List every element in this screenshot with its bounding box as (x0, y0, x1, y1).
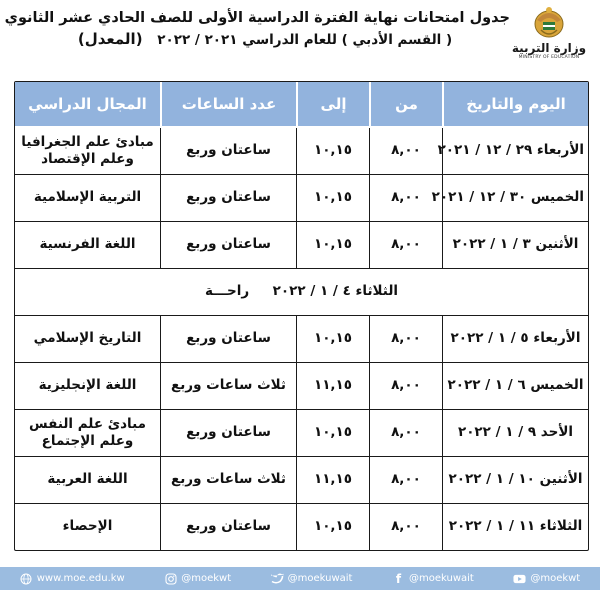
footer-twitter[interactable] (271, 572, 353, 585)
emblem-icon (529, 4, 569, 40)
cell-day: الثلاثاء ١١ / ١ / ٢٠٢٢ (442, 503, 588, 550)
cell-to: ١٠,١٥ (296, 221, 369, 268)
footer-youtube-text: @moekwt (530, 573, 581, 584)
youtube-icon (513, 572, 526, 585)
globe-icon (20, 572, 33, 585)
header-subject: المجال الدراسي (15, 82, 160, 128)
cell-day: الأربعاء ٥ / ١ / ٢٠٢٢ (442, 315, 588, 362)
footer-website-text: www.moe.edu.kw (36, 573, 125, 584)
cell-day: الأربعاء ٢٩ / ١٢ / ٢٠٢١ (442, 128, 588, 174)
footer-youtube[interactable] (513, 572, 580, 585)
title-track: (المعدل) (77, 30, 143, 48)
rest-day-label: راحـــة (204, 283, 250, 300)
ministry-name-ar: وزارة التربية (511, 41, 587, 55)
cell-day: الأثنين ١٠ / ١ / ٢٠٢٢ (442, 456, 588, 503)
cell-from: ٨,٠٠ (369, 362, 442, 409)
footer-facebook-text: @moekuwait (408, 573, 474, 584)
cell-from: ٨,٠٠ (369, 128, 442, 174)
table-row (15, 409, 588, 456)
cell-subject: مبادئ علم الجغرافيا وعلم الإقتصاد (21, 133, 154, 167)
page-title (4, 8, 510, 50)
cell-to: ١١,١٥ (296, 456, 369, 503)
cell-to: ١٠,١٥ (296, 315, 369, 362)
table-row (15, 503, 588, 550)
rest-day-cell (15, 268, 588, 315)
cell-to: ١٠,١٥ (296, 409, 369, 456)
header-day: اليوم والتاريخ (442, 82, 588, 128)
instagram-icon (164, 572, 177, 585)
table-row (15, 315, 588, 362)
footer-facebook[interactable] (392, 572, 474, 585)
cell-day: الخميس ٣٠ / ١٢ / ٢٠٢١ (442, 174, 588, 221)
cell-subject: اللغة العربية (15, 456, 160, 503)
table-row (15, 456, 588, 503)
cell-subject: مبادئ علم النفس وعلم الإجتماع (15, 409, 160, 456)
cell-hours: ساعتان وربع (160, 503, 296, 550)
cell-day: الأثنين ٣ / ١ / ٢٠٢٢ (442, 221, 588, 268)
cell-hours: ساعتان وربع (160, 221, 296, 268)
cell-hours: ساعتان وربع (160, 128, 296, 174)
cell-from: ٨,٠٠ (369, 315, 442, 362)
header-hours: عدد الساعات (160, 82, 296, 128)
title-year: ( القسم الأدبي ) للعام الدراسي ٢٠٢١ / ٢٠٢٢ (157, 32, 453, 48)
cell-subject: التربية الإسلامية (15, 174, 160, 221)
cell-from: ٨,٠٠ (369, 174, 442, 221)
rest-day-date: الثلاثاء ٤ / ١ / ٢٠٢٢ (272, 283, 399, 300)
cell-from: ٨,٠٠ (369, 503, 442, 550)
exam-schedule-table (14, 81, 589, 551)
rest-day-row (15, 268, 588, 315)
cell-subject: اللغة الإنجليزية (15, 362, 160, 409)
footer-instagram-text: @moekwt (181, 573, 232, 584)
footer-website[interactable] (20, 572, 125, 585)
table-row (15, 221, 588, 268)
cell-from: ٨,٠٠ (369, 456, 442, 503)
table-row (15, 174, 588, 221)
cell-day: الخميس ٦ / ١ / ٢٠٢٢ (442, 362, 588, 409)
table-header-row (15, 82, 588, 128)
table-row (15, 128, 588, 174)
title-line-1: جدول امتحانات نهاية الفترة الدراسية الأولى للصف الحادي عشر الثانوي (4, 10, 510, 26)
cell-hours: ساعتان وربع (160, 174, 296, 221)
cell-hours: ساعتان وربع (160, 315, 296, 362)
cell-from: ٨,٠٠ (369, 221, 442, 268)
cell-subject: الإحصاء (15, 503, 160, 550)
twitter-icon (271, 572, 284, 585)
cell-subject: التاريخ الإسلامي (15, 315, 160, 362)
cell-to: ١٠,١٥ (296, 174, 369, 221)
footer-bar (0, 567, 600, 590)
table-row (15, 362, 588, 409)
cell-hours: ساعتان وربع (160, 409, 296, 456)
cell-from: ٨,٠٠ (369, 409, 442, 456)
ministry-logo (506, 4, 592, 68)
cell-hours: ثلاث ساعات وربع (160, 456, 296, 503)
cell-to: ١٠,١٥ (296, 128, 369, 174)
ministry-name-en: MINISTRY OF EDUCATION (518, 55, 580, 60)
header-from: من (369, 82, 442, 128)
title-line-2 (20, 29, 510, 50)
cell-hours: ثلاث ساعات وربع (160, 362, 296, 409)
cell-subject: اللغة الفرنسية (15, 221, 160, 268)
cell-day: الأحد ٩ / ١ / ٢٠٢٢ (442, 409, 588, 456)
header-to: إلى (296, 82, 369, 128)
facebook-icon: f (395, 571, 402, 586)
cell-to: ١٠,١٥ (296, 503, 369, 550)
footer-instagram[interactable] (164, 572, 231, 585)
cell-to: ١١,١٥ (296, 362, 369, 409)
footer-twitter-text: @moekuwait (287, 573, 353, 584)
